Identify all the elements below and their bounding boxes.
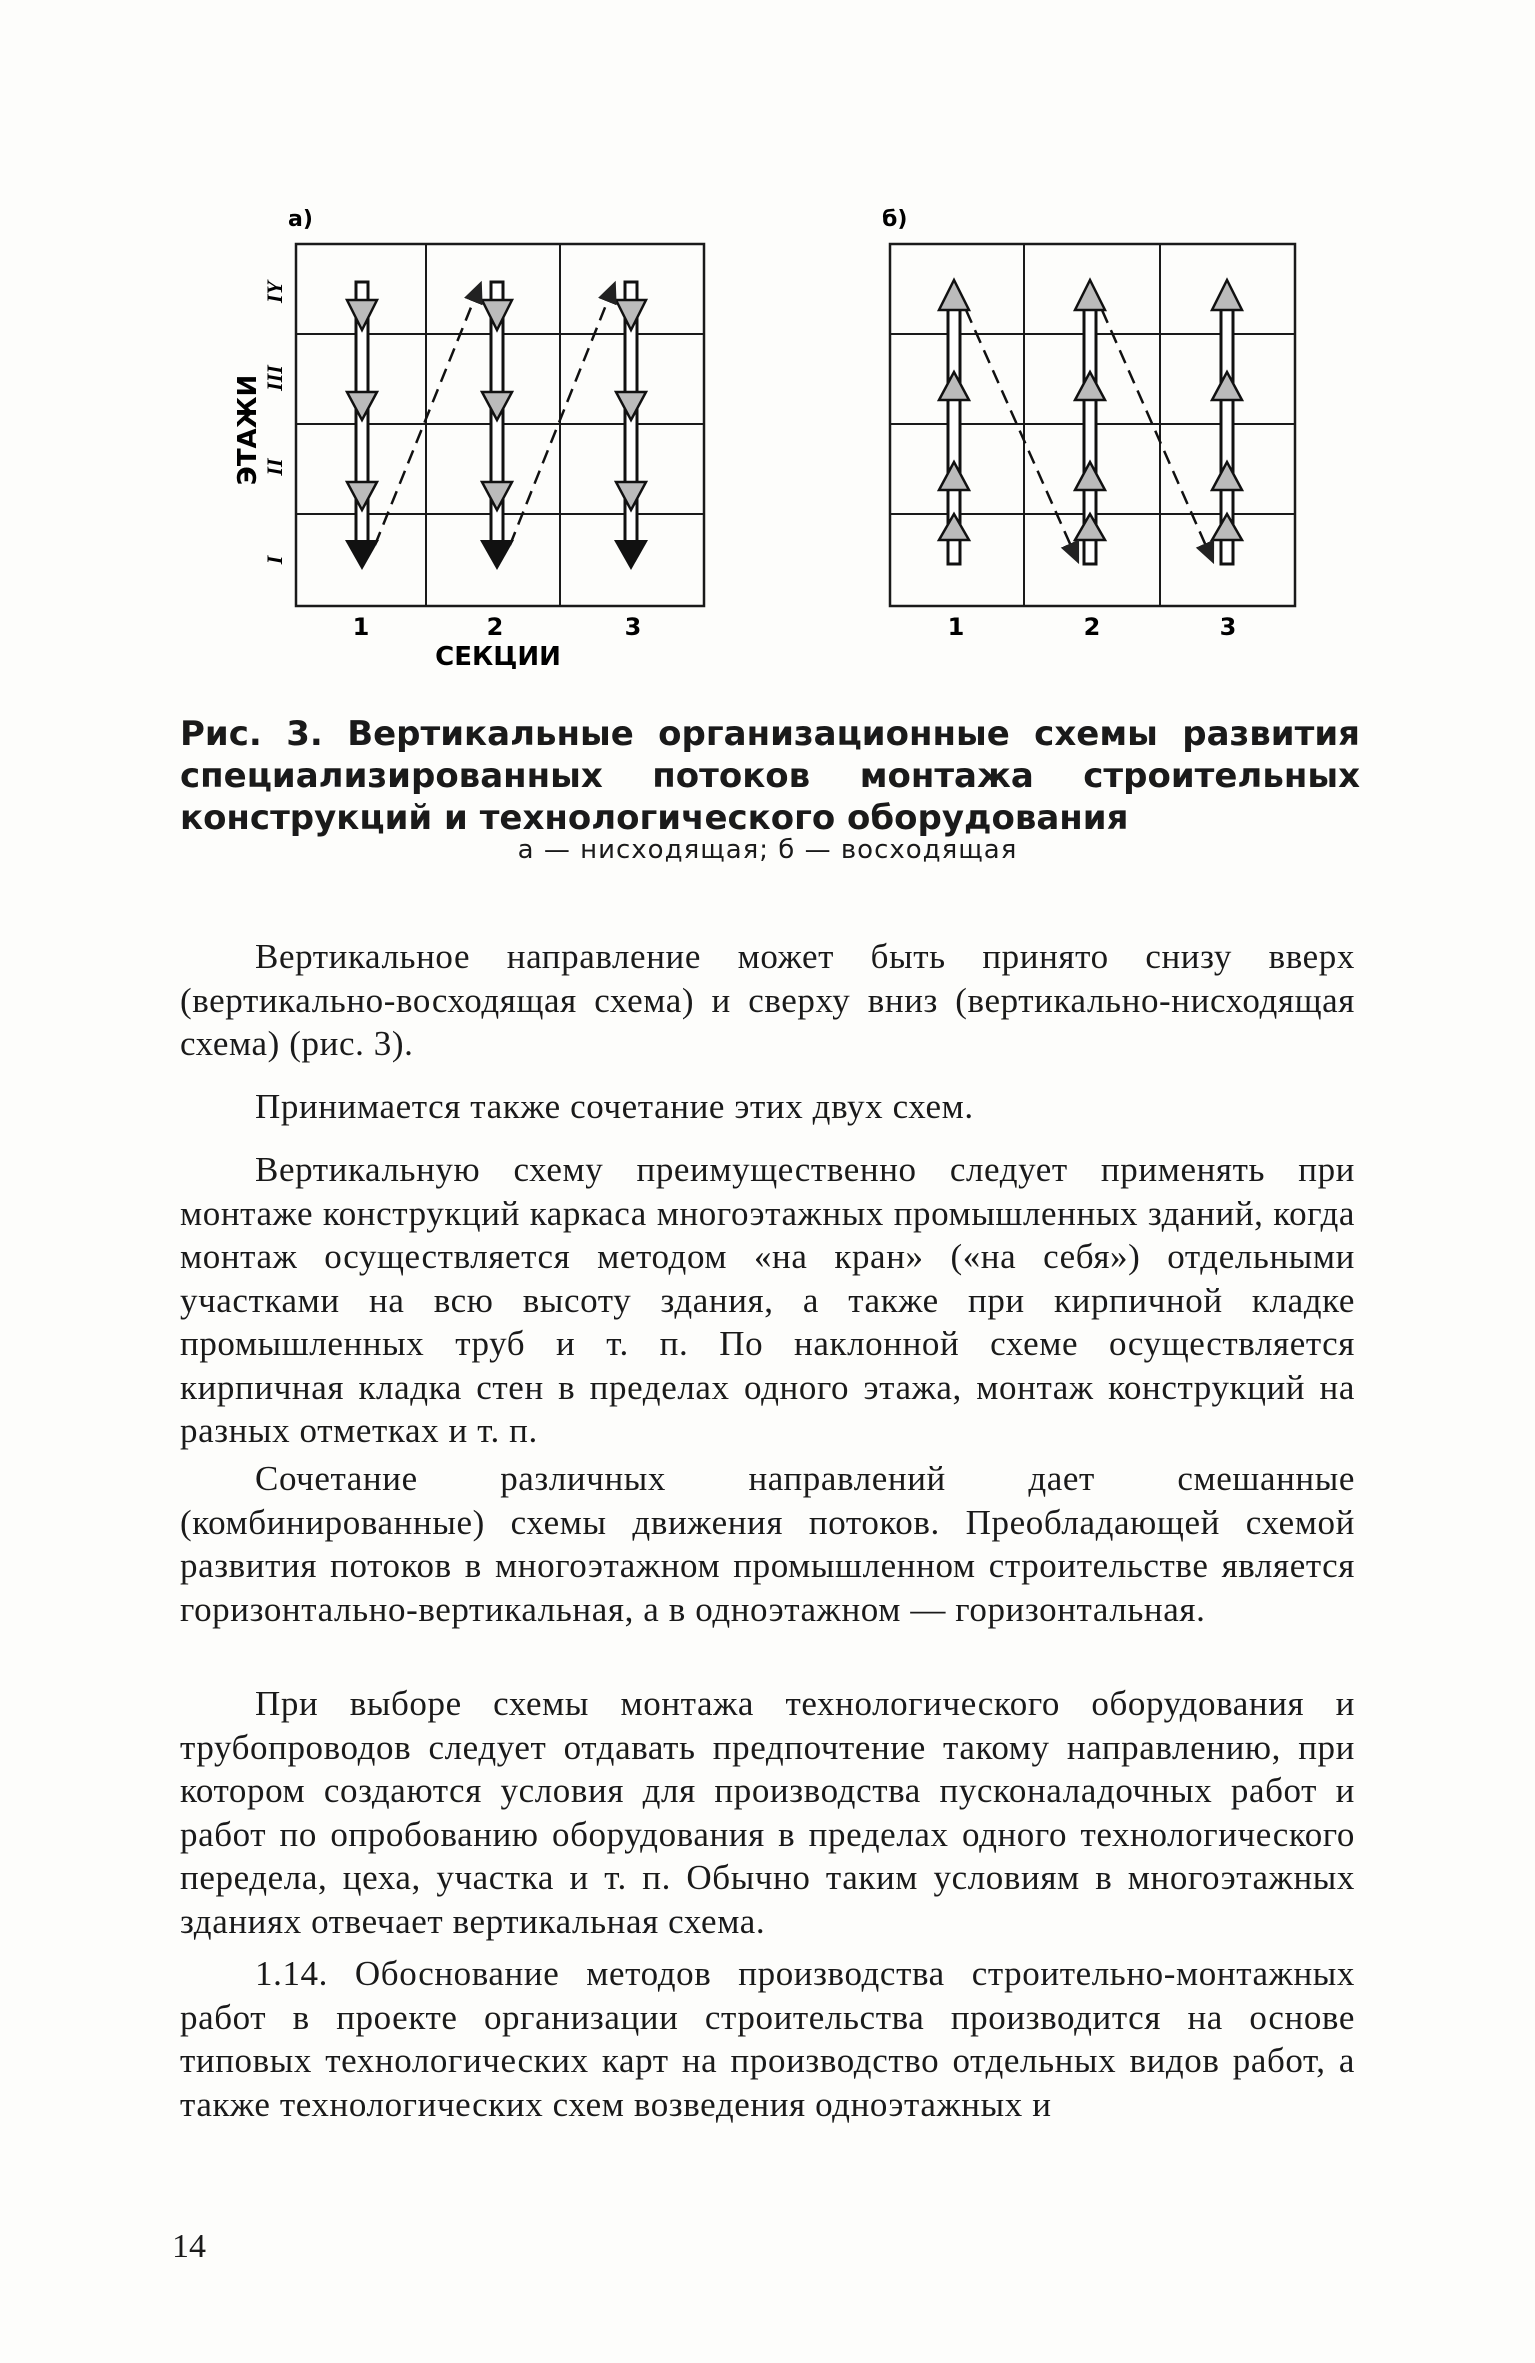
floor-label-4: IY [262, 281, 287, 303]
page-number: 14 [172, 2228, 206, 2265]
floor-label-3: III [262, 365, 287, 391]
y-axis-title: ЭТАЖИ [233, 374, 263, 486]
transition-arrow-b1 [966, 310, 1075, 555]
section-b-1: 1 [947, 613, 965, 641]
ascending-column-2 [1075, 280, 1105, 564]
figure-legend: а — нисходящая; б — восходящая [517, 835, 1018, 865]
panel-b-flows [939, 280, 1242, 564]
panel-a-flows [345, 282, 648, 570]
section-a-2: 2 [486, 613, 504, 641]
figure-3-diagram [0, 0, 1535, 700]
paragraph-2: Принимается также сочетание этих двух схем. [255, 1087, 974, 1126]
figure-caption: Рис. 3. Вертикальные организационные схемы развития специализированных потоков монтажа строительных конструкций и технологического оборудования [180, 714, 1360, 838]
floor-label-1: I [262, 555, 287, 565]
paragraph-5: При выборе схемы монтажа технологического оборудования и трубопроводов следует отдавать предпочтение такому направлению, при котором создаются условия для производства пусконаладочных работ и работ по опробованию оборудования в пределах одного технологического передела, цеха, участка и т. п. Обычно таким условиям в многоэтажных зданиях отвечает вертикальная схема. [180, 1684, 1355, 1941]
ascending-column-1 [939, 280, 969, 564]
paragraph-6: 1.14. Обоснование методов производства строительно-монтажных работ в проекте организации строительства производится на основе типовых технологических карт на производство отдельных видов работ, а также технологических схем возведения одноэтажных и [180, 1954, 1355, 2124]
panel-b-label: б) [882, 207, 908, 232]
paragraph-1: Вертикальное направление может быть принято снизу вверх (вертикально-восходящая схема) и сверху вниз (вертикально-нисходящая схема) (рис. 3). [180, 937, 1355, 1063]
section-b-3: 3 [1219, 613, 1237, 641]
descending-column-3 [614, 282, 648, 570]
panel-a-label: а) [288, 207, 313, 232]
descending-column-1 [345, 282, 379, 570]
section-a-3: 3 [624, 613, 642, 641]
section-a-1: 1 [352, 613, 370, 641]
floor-label-2: II [262, 458, 287, 476]
descending-column-2 [480, 282, 514, 570]
section-b-2: 2 [1083, 613, 1101, 641]
paragraph-3: Вертикальную схему преимущественно следует применять при монтаже конструкций каркаса многоэтажных промышленных зданий, когда монтаж осуществляется методом «на кран» («на себя») отдельными участками на всю высоту здания, а также при кирпичной кладке промышленных труб и т. п. По наклонной схеме осуществляется кирпичная кладка стен в пределах одного этажа, монтаж конструкций на разных отметках и т. п. [180, 1150, 1355, 1450]
ascending-column-3 [1212, 280, 1242, 564]
transition-arrow-b2 [1102, 310, 1210, 555]
x-axis-title: СЕКЦИИ [435, 642, 561, 672]
paragraph-4: Сочетание различных направлений дает смешанные (комбинированные) схемы движения потоков. Преобладающей схемой развития потоков в многоэтажном промышленном строительстве является горизонтально-вертикальная, а в одноэтажном — горизонтальная. [180, 1459, 1355, 1629]
